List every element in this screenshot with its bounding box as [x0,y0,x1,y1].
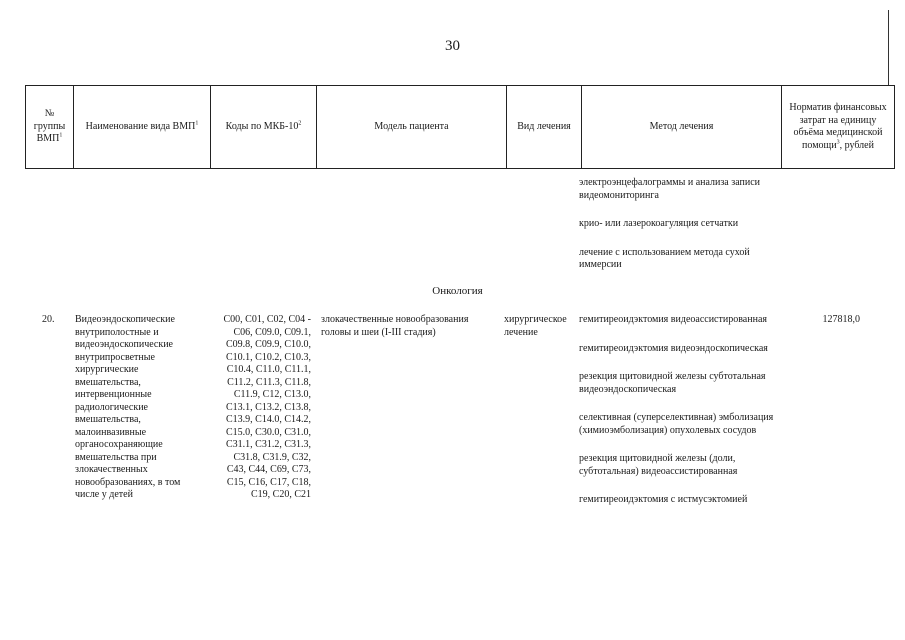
footnote-ref: 2 [298,120,302,127]
header-icd-codes-text: Коды по МКБ-10 [225,120,299,132]
icd-codes: C00, C01, C02, C04 - C06, C09.0, C09.1, C09.8, C09.9, C10.0, C10.1, C10.2, C10.3, C10.4, C11.0, C11.1, C11.2, C11.3, C11.8, C11.9, C12, C13.0, C13.1, C13.2, C13.8, C13.9, C14.0, C14.2, C15.0, C30.0, C31.0, C31.1, C31.2, C31.3, C31.8, C31.9, C32, C43, C44, C69, C73, C15, C16, C17, C18, C19, C20, C21 [223,314,311,500]
table-header [25,85,895,169]
page-edge-line [888,10,889,85]
vmp-name: Видеоэндоскопические внутриполостные и видеоэндоскопические внутрипросветные хирургические вмешательства, интервенционные радиологические вмешательства, малоинвазивные органосохраняющие вмешательства при злокачественных новообразованиях, в том числе у детей [75,314,181,500]
footnote-ref: 1 [59,132,63,139]
header-vmp-name-text: Наименование вида ВМП [85,120,196,132]
header-vmp-name [74,86,211,169]
page-number: 30 [445,38,460,54]
method-item: гемитиреоидэктомия видеоэндоскопическая [579,342,768,354]
method-item: селективная (суперселективная) эмболизация (химиоэмболизация) опухолевых сосудов [579,412,774,436]
treatment-methods [579,314,774,523]
header-patient-model: Модель пациента [317,86,507,169]
row-number: 20. [42,314,55,325]
footnote-ref: 1 [195,120,199,127]
method-item: резекция щитовидной железы (доли, субтотальная) видеоассистированная [579,453,738,477]
method-item: гемитиреоидэктомия видеоассистированная [579,314,767,325]
continued-methods [579,177,774,288]
header-treatment-type: Вид лечения [507,86,582,169]
section-title: Онкология [432,285,483,297]
header-icd-codes [211,86,317,169]
header-cost-norm-text: Норматив финансовых затрат на единицу объёма медицинской помощи [789,102,887,151]
treatment-type: хирургическое лечение [504,314,567,338]
header-cost-norm-unit: , рублей [839,139,874,151]
method-item: крио- или лазерокоагуляция сетчатки [579,218,739,229]
patient-model: злокачественные новообразования головы и шеи (I-III стадия) [321,314,469,338]
header-cost-norm [782,86,895,169]
header-group-number-text: № группы ВМП [33,108,66,145]
header-group-number [26,86,74,169]
method-item: резекция щитовидной железы субтотальная видеоэндоскопическая [579,371,766,395]
footnote-ref: 3 [836,139,840,146]
cost-norm-value: 127818,0 [822,314,860,325]
method-item: электроэнцефалограммы и анализа записи видеомониторинга [579,177,760,201]
method-item: гемитиреоидэктомия с истмусэктомией [579,494,748,505]
header-treatment-method: Метод лечения [582,86,782,169]
method-item: лечение с использованием метода сухой иммерсии [579,246,750,270]
